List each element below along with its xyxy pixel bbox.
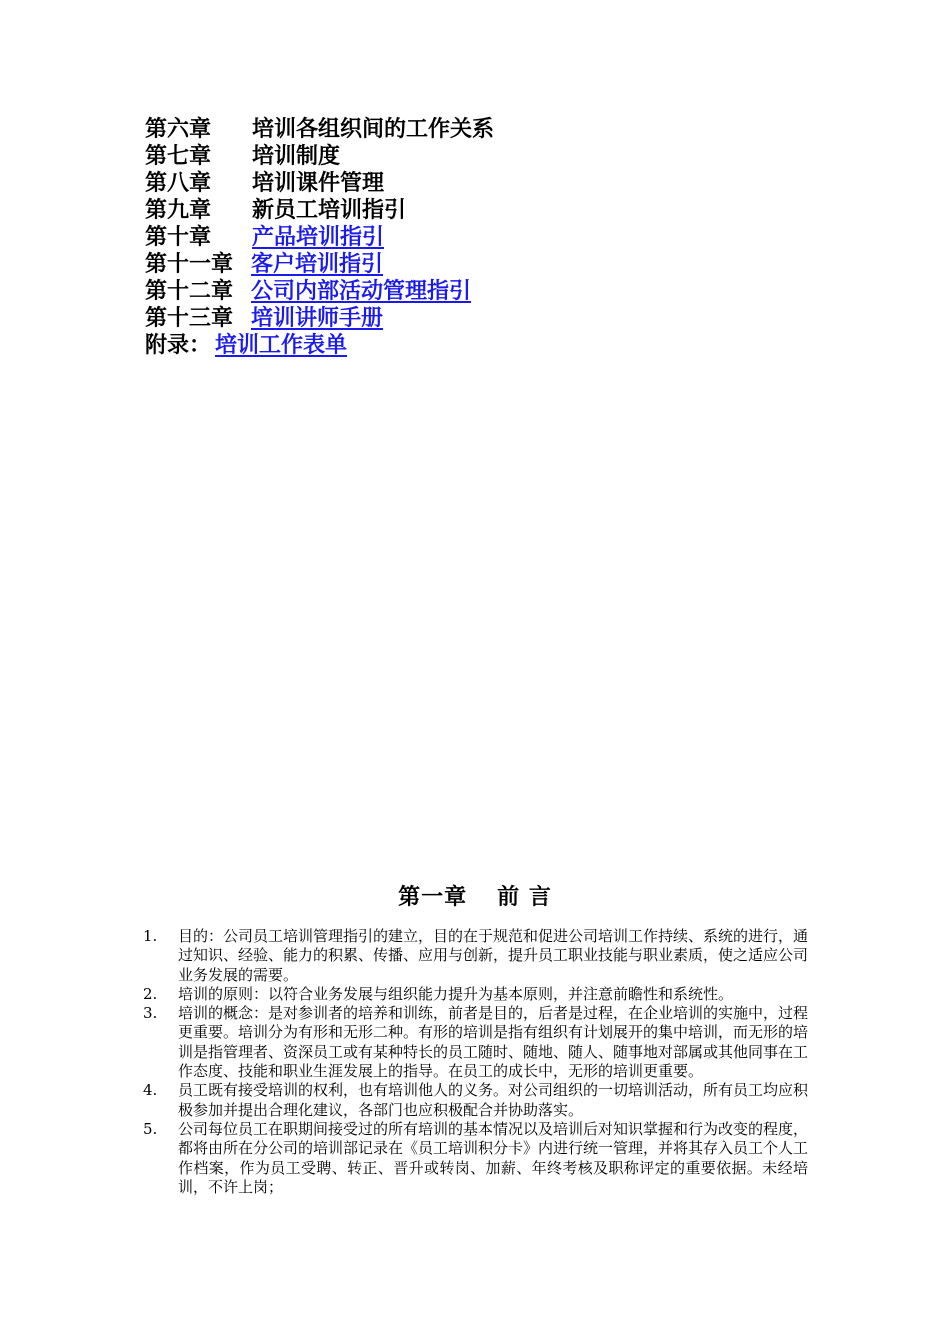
list-item-number: 3. bbox=[143, 1004, 158, 1023]
list-item-number: 1. bbox=[143, 927, 158, 945]
list-item-text: 员工既有接受培训的权利，也有培训他人的义务。对公司组织的一切培训活动，所有员工均应积极参加并提出合理化建议，各部门也应积极配合并协助落实。 bbox=[178, 1081, 809, 1119]
toc-appendix-label: 附录： bbox=[145, 332, 212, 358]
toc-entry-chapter-9 bbox=[145, 197, 845, 224]
list-item-text: 培训的原则：以符合业务发展与组织能力提升为基本原则，并注意前瞻性和系统性。 bbox=[178, 984, 734, 1003]
toc-chapter-number: 第十一章 bbox=[145, 251, 234, 277]
toc-link-training-forms[interactable]: 培训工作表单 bbox=[215, 332, 348, 358]
toc-link-customer-training[interactable]: 客户培训指引 bbox=[251, 251, 384, 277]
toc-chapter-title: 培训课件管理 bbox=[252, 170, 385, 196]
toc-entry-chapter-11 bbox=[145, 251, 845, 278]
list-item bbox=[143, 985, 808, 1004]
chapter-title: 前 言 bbox=[497, 884, 552, 910]
toc-entry-chapter-8 bbox=[145, 170, 845, 197]
list-item-text: 公司每位员工在职期间接受过的所有培训的基本情况以及培训后对知识掌握和行为改变的程度，都将由所在分公司的培训部记录在《员工培训积分卡》内进行统一管理，并将其存入员工个人工作档案，作为员工受聘、转正、晋升或转岗、加薪、年终考核及职称评定的重要依据。未经培训，不许上岗； bbox=[178, 1119, 809, 1196]
toc-entry-chapter-6 bbox=[145, 116, 845, 143]
list-item bbox=[143, 1004, 808, 1081]
list-item bbox=[143, 1081, 808, 1120]
toc-link-product-training[interactable]: 产品培训指引 bbox=[252, 224, 385, 250]
list-item bbox=[143, 927, 808, 985]
toc-link-internal-activities[interactable]: 公司内部活动管理指引 bbox=[251, 278, 472, 304]
list-item-text: 培训的概念：是对参训者的培养和训练，前者是目的，后者是过程，在企业培训的实施中，过程更重要。培训分为有形和无形二种。有形的培训是指有组织有计划展开的集中培训，而无形的培训是指管理者、资深员工或有某种特长的员工随时、随地、随人、随事地对部属或其他同事在工作态度、技能和职业生涯发展上的指导。在员工的成长中，无形的培训更重要。 bbox=[178, 1004, 809, 1081]
toc-chapter-number: 第九章 bbox=[145, 197, 212, 223]
toc-chapter-title: 新员工培训指引 bbox=[252, 197, 407, 223]
toc-entry-chapter-7 bbox=[145, 143, 845, 170]
toc-entry-chapter-13 bbox=[145, 305, 845, 332]
toc-chapter-number: 第十章 bbox=[145, 224, 212, 250]
toc-entry-chapter-10 bbox=[145, 224, 845, 251]
toc-chapter-title: 培训各组织间的工作关系 bbox=[252, 116, 495, 142]
toc-entry-appendix bbox=[145, 332, 845, 359]
chapter-heading bbox=[0, 880, 950, 911]
toc-chapter-number: 第七章 bbox=[145, 143, 212, 169]
list-item-number: 4. bbox=[143, 1081, 158, 1100]
toc-link-trainer-handbook[interactable]: 培训讲师手册 bbox=[251, 305, 384, 331]
list-item-number: 2. bbox=[143, 984, 158, 1003]
numbered-list bbox=[143, 927, 808, 1197]
list-item-number: 5. bbox=[143, 1119, 158, 1138]
table-of-contents bbox=[145, 116, 845, 359]
toc-chapter-number: 第十三章 bbox=[145, 305, 234, 331]
toc-entry-chapter-12 bbox=[145, 278, 845, 305]
toc-chapter-title: 培训制度 bbox=[252, 143, 341, 169]
chapter-number: 第一章 bbox=[398, 884, 468, 910]
toc-chapter-number: 第八章 bbox=[145, 170, 212, 196]
toc-chapter-number: 第六章 bbox=[145, 116, 212, 142]
toc-chapter-number: 第十二章 bbox=[145, 278, 234, 304]
list-item-text: 目的：公司员工培训管理指引的建立，目的在于规范和促进公司培训工作持续、系统的进行，通过知识、经验、能力的积累、传播、应用与创新，提升员工职业技能与职业素质，使之适应公司业务发展的需要。 bbox=[178, 927, 809, 984]
list-item bbox=[143, 1120, 808, 1197]
